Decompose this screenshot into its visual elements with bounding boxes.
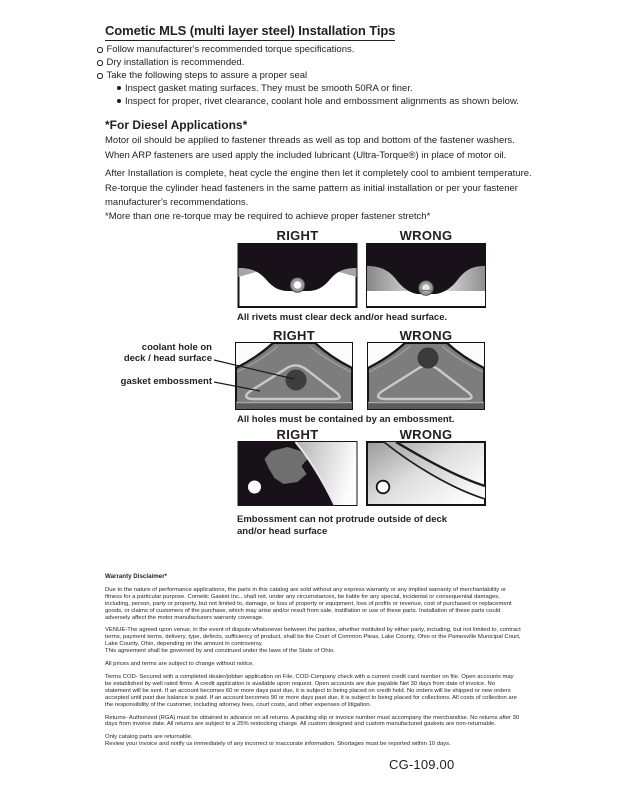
- bullet-text: Dry installation is recommended.: [106, 57, 245, 68]
- warranty-paragraph: Only catalog parts are returnable.: [105, 734, 193, 741]
- right-heading: RIGHT: [273, 328, 315, 343]
- warranty-paragraph: This agreement shall be governed by and construed under the laws of the State of Ohio.: [105, 648, 335, 655]
- bullet-text: Take the following steps to assure a proper seal: [106, 70, 308, 81]
- holes-caption: All holes must be contained by an embossment.: [237, 414, 455, 425]
- dot-bullet-icon: [117, 99, 121, 103]
- warranty-paragraph: Returns- Authorized (RGA) must be obtained in advance on all returns. A packing slip or invoice number must accompany the merchandise. No returns after 30 days from invoice date. All returns are subject to a 25% restocking charge. All custom designed and custom manufactured gaskets are non-returnable.: [105, 714, 520, 728]
- rivet-clearance-wrong-illustration: [366, 243, 486, 308]
- page-code: CG-109.00: [389, 757, 455, 772]
- list-item: [97, 44, 354, 55]
- warranty-paragraph: Due to the nature of performance applications, the parts in this catalog are sold without any express warranty or any implied warranty of merchantability or fitness for a particular purpose. Cometic Gasket Inc., shall not, under any circumstances, be liable for any special, incidental or consequential damages, including, person, party or property, but not limited to, damage, or loss of property or equipment, loss of profits or revenue, cost of purchased or replacement goods, or claims of customers of the purchase, which may arise and/or result from sale, instillation or use of these parts. Installation of these parts could adversely affect the motor manufacturers warranty coverage.: [105, 586, 512, 621]
- bullet-text: Inspect gasket mating surfaces. They must be smooth 50RA or finer.: [125, 83, 413, 94]
- bullet-text: Inspect for proper, rivet clearance, coolant hole and embossment alignments as shown below.: [125, 96, 519, 107]
- list-item: [97, 70, 307, 81]
- list-item: [97, 57, 244, 68]
- embossment-deck-right-illustration: [237, 441, 358, 506]
- page-title-wrap: [105, 22, 395, 41]
- dot-bullet-icon: [117, 86, 121, 90]
- list-item: [117, 96, 519, 107]
- coolant-hole-label: coolant hole on deck / head surface: [123, 342, 212, 364]
- gasket-embossment-label: gasket embossment: [120, 376, 212, 387]
- wrong-heading: WRONG: [399, 228, 453, 243]
- right-heading: RIGHT: [276, 228, 319, 243]
- diesel-paragraph: *More than one re-torque may be required to achieve proper fastener stretch*: [105, 211, 431, 222]
- rivet-clearance-right-illustration: [237, 243, 358, 308]
- bullet-text: Follow manufacturer's recommended torque specifications.: [106, 44, 355, 55]
- page-title: Cometic MLS (multi layer steel) Installation Tips: [105, 23, 395, 41]
- wrong-heading: WRONG: [399, 427, 453, 442]
- circle-bullet-icon: [97, 47, 103, 53]
- hole-embossment-right-illustration: [235, 342, 353, 410]
- hole-embossment-wrong-illustration: [367, 342, 485, 410]
- right-heading: RIGHT: [276, 427, 319, 442]
- warranty-paragraph: Terms COD- Secured with a completed dealer/jobber application on File, COD-Company check with a current credit card number on file. Open accounts may be established by well rated firms. A credit application is available upon request. Open accounts are due payable Net 30 days from date of invoice. No statement will be sent. If an account becomes 60 or more days past due, it is subject to being placed on credit hold. No orders will be shipped or new orders accepted until past due balance is paid. If an account becomes 90 or more days past due, it is subject to being placed for collections. All costs of collection are the responsibility of the customer, including attorney fees, court costs, and other expenses of litigation.: [105, 673, 517, 708]
- warranty-disclaimer: [105, 574, 521, 754]
- rivet-caption: All rivets must clear deck and/or head surface.: [237, 312, 448, 323]
- circle-bullet-icon: [97, 73, 103, 79]
- warranty-paragraph: VENUE-The agreed upon venue, in the event of dispute whatsoever between the parties, whether instituted by either party, including, but not limited to, contract terms, payment terms, delivery, type, defects, sufficiency of product, shall be the Court of Common Pleas, Lake County, Ohio or the Painesville Municipal Court, Lake County, Ohio, depending on the amount in controversy.: [105, 627, 521, 648]
- embossment-caption: Embossment can not protrude outside of deck and/or head surface: [237, 514, 448, 537]
- warranty-paragraph: Review your invoice and notify us immediately of any incorrect or inaccurate information. Shortages must be reported within 10 days.: [105, 741, 451, 748]
- warranty-paragraph: All prices and terms are subject to change without notice.: [105, 661, 254, 668]
- wrong-heading: WRONG: [399, 328, 453, 343]
- warranty-heading: Warranty Disclaimer*: [105, 573, 168, 580]
- embossment-deck-wrong-illustration: [366, 441, 486, 506]
- diesel-section-heading: *For Diesel Applications*: [105, 118, 248, 132]
- circle-bullet-icon: [97, 60, 103, 66]
- list-item: [117, 83, 413, 94]
- diesel-paragraph: After Installation is complete, heat cycle the engine then let it completely cool to ambient temperature. Re-torque the cylinder head fasteners in the same pattern as initial installation or per your fastener manufacturer's recommendations.: [105, 168, 532, 208]
- diesel-paragraph: Motor oil should be applied to fastener threads as well as top and bottom of the fastener washers. When ARP fasteners are used apply the included lubricant (Ultra-Torque®) in place of motor oil.: [105, 135, 515, 161]
